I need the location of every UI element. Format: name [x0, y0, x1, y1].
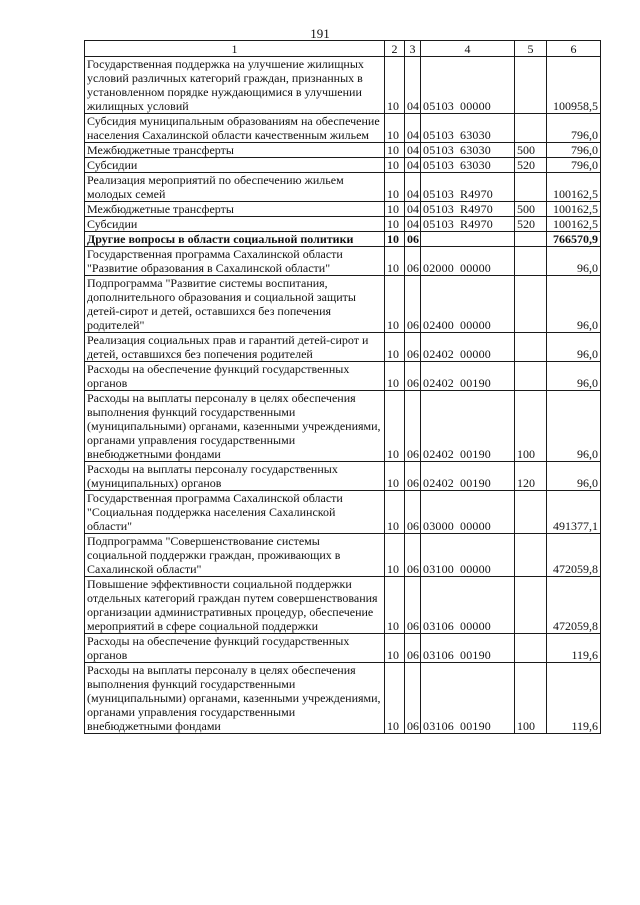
- row-target-article: [421, 577, 515, 634]
- target-article-direction-code: 00000: [460, 519, 491, 533]
- target-article-program-code: 02000: [423, 261, 454, 275]
- row-section: 10: [385, 577, 405, 634]
- table-row: [85, 462, 601, 491]
- row-section: 10: [385, 158, 405, 173]
- row-name: Расходы на обеспечение функций государственных органов: [85, 362, 385, 391]
- row-name: Субсидии: [85, 158, 385, 173]
- row-section: 10: [385, 663, 405, 734]
- row-amount: 96,0: [547, 333, 601, 362]
- row-section: 10: [385, 217, 405, 232]
- row-amount: 766570,9: [547, 232, 601, 247]
- table-row: [85, 143, 601, 158]
- row-target-article: [421, 173, 515, 202]
- row-section: 10: [385, 462, 405, 491]
- row-amount: 796,0: [547, 143, 601, 158]
- target-article-program-code: 03106: [423, 648, 454, 662]
- row-name: Подпрограмма "Совершенствование системы социальной поддержки граждан, проживающих в Сахалинской области": [85, 534, 385, 577]
- row-subsection: 04: [405, 57, 421, 114]
- row-subsection: 06: [405, 462, 421, 491]
- row-name: Субсидии: [85, 217, 385, 232]
- row-section: 10: [385, 534, 405, 577]
- row-target-article: [421, 158, 515, 173]
- target-article-program-code: 05103: [423, 202, 454, 216]
- table-row: [85, 534, 601, 577]
- row-target-article: [421, 634, 515, 663]
- target-article-direction-code: R4970: [460, 187, 494, 201]
- target-article-program-code: 05103: [423, 158, 454, 172]
- target-article-program-code: 02402: [423, 376, 454, 390]
- target-article-program-code: 05103: [423, 128, 454, 142]
- target-article-direction-code: 00000: [460, 99, 491, 113]
- target-article-program-code: 05103: [423, 99, 454, 113]
- row-section: 10: [385, 143, 405, 158]
- row-subsection: 06: [405, 491, 421, 534]
- row-expense-type: 520: [515, 217, 547, 232]
- row-expense-type: 100: [515, 663, 547, 734]
- row-section: 10: [385, 57, 405, 114]
- table-row: [85, 114, 601, 143]
- row-name: Государственная программа Сахалинской области "Социальная поддержка населения Сахалинской области": [85, 491, 385, 534]
- column-header-section: 2: [385, 41, 405, 57]
- row-amount: 96,0: [547, 247, 601, 276]
- row-subsection: 06: [405, 276, 421, 333]
- target-article-direction-code: 00000: [460, 261, 491, 275]
- target-article-direction-code: 00000: [460, 619, 491, 633]
- table-row: [85, 57, 601, 114]
- column-header-target-article: 4: [421, 41, 515, 57]
- row-expense-type: [515, 362, 547, 391]
- table-row: [85, 333, 601, 362]
- row-target-article: [421, 143, 515, 158]
- budget-table: [84, 40, 601, 734]
- row-section: 10: [385, 114, 405, 143]
- row-amount: 119,6: [547, 634, 601, 663]
- table-row: [85, 173, 601, 202]
- row-subsection: 06: [405, 634, 421, 663]
- row-expense-type: [515, 276, 547, 333]
- row-name: Расходы на обеспечение функций государственных органов: [85, 634, 385, 663]
- target-article-direction-code: R4970: [460, 217, 494, 231]
- row-subsection: 04: [405, 173, 421, 202]
- row-section: 10: [385, 232, 405, 247]
- row-name: Государственная поддержка на улучшение жилищных условий различных категорий граждан, признанных в установленном порядке нуждающимися в улучшении жилищных условий: [85, 57, 385, 114]
- row-amount: 96,0: [547, 276, 601, 333]
- row-target-article: [421, 462, 515, 491]
- row-expense-type: [515, 534, 547, 577]
- table-body: [85, 57, 601, 734]
- row-target-article: [421, 333, 515, 362]
- target-article-direction-code: 63030: [460, 128, 491, 142]
- table-row: [85, 577, 601, 634]
- row-subsection: 06: [405, 362, 421, 391]
- table-row: [85, 276, 601, 333]
- table-row: [85, 634, 601, 663]
- row-target-article: [421, 232, 515, 247]
- target-article-program-code: 02400: [423, 318, 454, 332]
- row-name: Расходы на выплаты персоналу в целях обеспечения выполнения функций государственными (муниципальными) органами, казенными учреждениями, органами управления государственными внебюджетными фондами: [85, 663, 385, 734]
- row-target-article: [421, 217, 515, 232]
- table-row: [85, 217, 601, 232]
- table-row: [85, 232, 601, 247]
- row-section: 10: [385, 491, 405, 534]
- row-expense-type: 500: [515, 143, 547, 158]
- row-amount: 96,0: [547, 462, 601, 491]
- row-expense-type: [515, 491, 547, 534]
- row-subsection: 04: [405, 143, 421, 158]
- row-target-article: [421, 114, 515, 143]
- column-header-amount: 6: [547, 41, 601, 57]
- target-article-direction-code: R4970: [460, 202, 494, 216]
- row-subsection: 06: [405, 534, 421, 577]
- row-name: Подпрограмма "Развитие системы воспитания, дополнительного образования и социальной защиты детей-сирот и детей, оставшихся без попечения родителей": [85, 276, 385, 333]
- row-subsection: 06: [405, 232, 421, 247]
- target-article-direction-code: 00000: [460, 318, 491, 332]
- target-article-program-code: 03106: [423, 719, 454, 733]
- table-row: [85, 663, 601, 734]
- row-subsection: 06: [405, 391, 421, 462]
- table-header: [85, 41, 601, 57]
- target-article-direction-code: 00190: [460, 447, 491, 461]
- row-expense-type: [515, 232, 547, 247]
- row-subsection: 04: [405, 217, 421, 232]
- row-amount: 96,0: [547, 362, 601, 391]
- row-expense-type: [515, 634, 547, 663]
- row-target-article: [421, 202, 515, 217]
- page-number: 191: [310, 26, 330, 41]
- row-name: Государственная программа Сахалинской области "Развитие образования в Сахалинской области": [85, 247, 385, 276]
- row-amount: 100958,5: [547, 57, 601, 114]
- table-row: [85, 362, 601, 391]
- row-target-article: [421, 57, 515, 114]
- column-header-subsection: 3: [405, 41, 421, 57]
- target-article-direction-code: 00190: [460, 476, 491, 490]
- row-subsection: 06: [405, 247, 421, 276]
- row-section: 10: [385, 333, 405, 362]
- row-section: 10: [385, 362, 405, 391]
- target-article-program-code: 05103: [423, 217, 454, 231]
- row-name: Расходы на выплаты персоналу в целях обеспечения выполнения функций государственными (муниципальными) органами, казенными учреждениями, органами управления государственными внебюджетными фондами: [85, 391, 385, 462]
- row-expense-type: 520: [515, 158, 547, 173]
- row-section: 10: [385, 276, 405, 333]
- header-row: [85, 41, 601, 57]
- row-subsection: 04: [405, 114, 421, 143]
- row-amount: 100162,5: [547, 202, 601, 217]
- row-name: Межбюджетные трансферты: [85, 143, 385, 158]
- row-target-article: [421, 276, 515, 333]
- row-expense-type: [515, 173, 547, 202]
- row-target-article: [421, 391, 515, 462]
- target-article-program-code: 02402: [423, 447, 454, 461]
- table-row: [85, 247, 601, 276]
- row-name: Другие вопросы в области социальной политики: [85, 232, 385, 247]
- row-name: Расходы на выплаты персоналу государственных (муниципальных) органов: [85, 462, 385, 491]
- target-article-program-code: 03100: [423, 562, 454, 576]
- row-target-article: [421, 491, 515, 534]
- row-target-article: [421, 534, 515, 577]
- row-subsection: 04: [405, 202, 421, 217]
- table-row: [85, 391, 601, 462]
- row-amount: 491377,1: [547, 491, 601, 534]
- row-section: 10: [385, 173, 405, 202]
- row-name: Реализация социальных прав и гарантий детей-сирот и детей, оставшихся без попечения родителей: [85, 333, 385, 362]
- row-section: 10: [385, 202, 405, 217]
- row-expense-type: [515, 247, 547, 276]
- row-expense-type: [515, 57, 547, 114]
- row-subsection: 06: [405, 577, 421, 634]
- column-header-expense-type: 5: [515, 41, 547, 57]
- target-article-direction-code: 63030: [460, 143, 491, 157]
- row-subsection: 06: [405, 333, 421, 362]
- target-article-program-code: 05103: [423, 143, 454, 157]
- row-amount: 96,0: [547, 391, 601, 462]
- target-article-program-code: 03000: [423, 519, 454, 533]
- row-amount: 100162,5: [547, 217, 601, 232]
- row-expense-type: [515, 333, 547, 362]
- row-target-article: [421, 362, 515, 391]
- row-expense-type: 100: [515, 391, 547, 462]
- row-amount: 119,6: [547, 663, 601, 734]
- row-name: Реализация мероприятий по обеспечению жильем молодых семей: [85, 173, 385, 202]
- row-expense-type: 500: [515, 202, 547, 217]
- row-amount: 796,0: [547, 158, 601, 173]
- row-amount: 796,0: [547, 114, 601, 143]
- row-amount: 472059,8: [547, 577, 601, 634]
- row-section: 10: [385, 247, 405, 276]
- target-article-direction-code: 00000: [460, 562, 491, 576]
- target-article-direction-code: 63030: [460, 158, 491, 172]
- row-expense-type: [515, 577, 547, 634]
- row-target-article: [421, 247, 515, 276]
- row-amount: 100162,5: [547, 173, 601, 202]
- row-expense-type: 120: [515, 462, 547, 491]
- row-expense-type: [515, 114, 547, 143]
- target-article-program-code: 02402: [423, 347, 454, 361]
- row-name: Повышение эффективности социальной поддержки отдельных категорий граждан путем совершенствования организации административных процедур, обеспечение мероприятий в сфере социальной поддержки: [85, 577, 385, 634]
- target-article-direction-code: 00190: [460, 719, 491, 733]
- table-row: [85, 158, 601, 173]
- table-row: [85, 202, 601, 217]
- row-name: Межбюджетные трансферты: [85, 202, 385, 217]
- target-article-program-code: 05103: [423, 187, 454, 201]
- target-article-direction-code: 00000: [460, 347, 491, 361]
- table-row: [85, 491, 601, 534]
- target-article-direction-code: 00190: [460, 376, 491, 390]
- row-name: Субсидия муниципальным образованиям на обеспечение населения Сахалинской области качественным жильем: [85, 114, 385, 143]
- column-header-name: 1: [85, 41, 385, 57]
- row-amount: 472059,8: [547, 534, 601, 577]
- row-section: 10: [385, 391, 405, 462]
- target-article-direction-code: 00190: [460, 648, 491, 662]
- target-article-program-code: 02402: [423, 476, 454, 490]
- row-subsection: 04: [405, 158, 421, 173]
- row-section: 10: [385, 634, 405, 663]
- row-subsection: 06: [405, 663, 421, 734]
- target-article-program-code: 03106: [423, 619, 454, 633]
- row-target-article: [421, 663, 515, 734]
